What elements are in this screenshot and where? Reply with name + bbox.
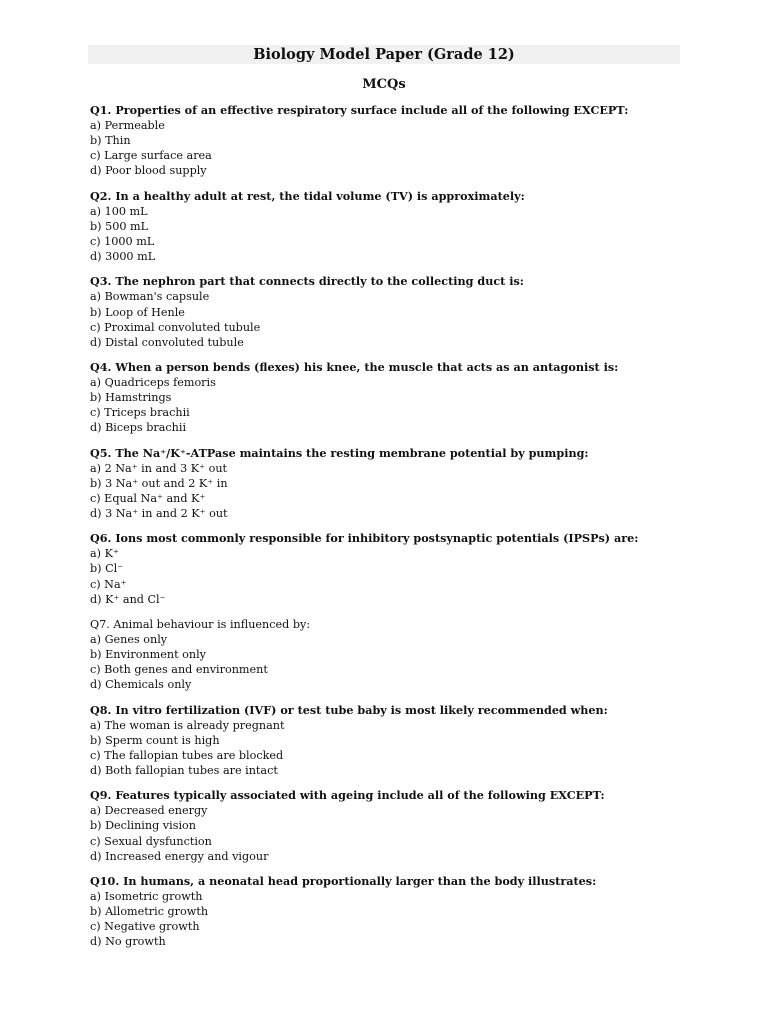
answer-option: c) Both genes and environment: [90, 663, 268, 677]
answer-option: d) Both fallopian tubes are intact: [90, 763, 278, 777]
answer-option: c) Negative growth: [90, 920, 200, 934]
question-text: Q8. In vitro fertilization (IVF) or test tube baby is most likely recommended when:: [90, 702, 608, 717]
question-text: Q4. When a person bends (flexes) his knee, the muscle that acts as an antagonist is:: [90, 359, 619, 374]
answer-option: b) Allometric growth: [90, 905, 209, 919]
answer-option: a) Quadriceps femoris: [90, 376, 216, 390]
question-4: [90, 360, 690, 435]
question-text: Q3. The nephron part that connects directly to the collecting duct is:: [90, 274, 524, 289]
answer-option: b) Loop of Henle: [90, 305, 185, 319]
answer-option: d) 3000 mL: [90, 250, 156, 264]
answer-option: c) Triceps brachii: [90, 406, 190, 420]
answer-option: c) Large surface area: [90, 149, 212, 163]
question-5: [90, 446, 690, 521]
section-heading: MCQs: [362, 77, 406, 92]
answer-option: a) Bowman's capsule: [90, 290, 210, 304]
question-3: [90, 274, 690, 349]
answer-option: b) 500 mL: [90, 219, 149, 233]
answer-option: d) Chemicals only: [90, 678, 192, 692]
answer-option: a) Decreased energy: [90, 804, 208, 818]
answer-option: b) Cl⁻: [90, 562, 124, 576]
question-text: Q7. Animal behaviour is influenced by:: [90, 617, 311, 631]
question-text: Q1. Properties of an effective respiratory surface include all of the following EXCEPT:: [90, 103, 629, 117]
answer-option: d) 3 Na⁺ in and 2 K⁺ out: [90, 507, 228, 520]
question-2: [90, 189, 690, 264]
answer-option: d) Poor blood supply: [90, 164, 207, 178]
answer-option: c) Sexual dysfunction: [90, 834, 212, 848]
question-9: [90, 788, 690, 863]
question-text: Q9. Features typically associated with ageing include all of the following EXCEPT:: [90, 788, 605, 803]
question-list: [90, 103, 690, 960]
question-1: [90, 103, 690, 178]
answer-option: b) Environment only: [90, 648, 206, 662]
answer-option: c) The fallopian tubes are blocked: [90, 748, 284, 762]
answer-option: c) Na⁺: [90, 577, 127, 591]
answer-option: b) Sperm count is high: [90, 733, 220, 747]
page-title: Biology Model Paper (Grade 12): [88, 45, 680, 64]
answer-option: d) No growth: [90, 935, 166, 949]
answer-option: b) Hamstrings: [90, 391, 172, 405]
question-text: Q6. Ions most commonly responsible for inhibitory postsynaptic potentials (IPSPs) are:: [90, 531, 639, 546]
question-6: [90, 531, 690, 606]
question-10: [90, 874, 690, 949]
question-text: Q10. In humans, a neonatal head proportionally larger than the body illustrates:: [90, 873, 597, 888]
answer-option: a) K⁺: [90, 547, 119, 561]
answer-option: d) K⁺ and Cl⁻: [90, 592, 166, 606]
answer-option: a) The woman is already pregnant: [90, 718, 285, 732]
answer-option: d) Distal convoluted tubule: [90, 335, 244, 349]
question-7: [90, 617, 690, 692]
answer-option: b) Thin: [90, 134, 131, 148]
answer-option: b) 3 Na⁺ out and 2 K⁺ in: [90, 476, 228, 490]
answer-option: a) 100 mL: [90, 204, 148, 218]
answer-option: b) Declining vision: [90, 819, 196, 833]
question-text: Q2. In a healthy adult at rest, the tidal volume (TV) is approximately:: [90, 188, 525, 203]
answer-option: a) 2 Na⁺ in and 3 K⁺ out: [90, 461, 228, 475]
answer-option: d) Increased energy and vigour: [90, 849, 269, 863]
answer-option: a) Isometric growth: [90, 890, 203, 903]
answer-option: c) Equal Na⁺ and K⁺: [90, 491, 206, 505]
answer-option: c) 1000 mL: [90, 234, 155, 248]
answer-option: d) Biceps brachii: [90, 421, 187, 435]
question-text: Q5. The Na⁺/K⁺-ATPase maintains the resting membrane potential by pumping:: [90, 445, 589, 460]
answer-option: c) Proximal convoluted tubule: [90, 320, 261, 334]
question-8: [90, 703, 690, 778]
answer-option: a) Permeable: [90, 119, 165, 133]
answer-option: a) Genes only: [90, 633, 168, 647]
